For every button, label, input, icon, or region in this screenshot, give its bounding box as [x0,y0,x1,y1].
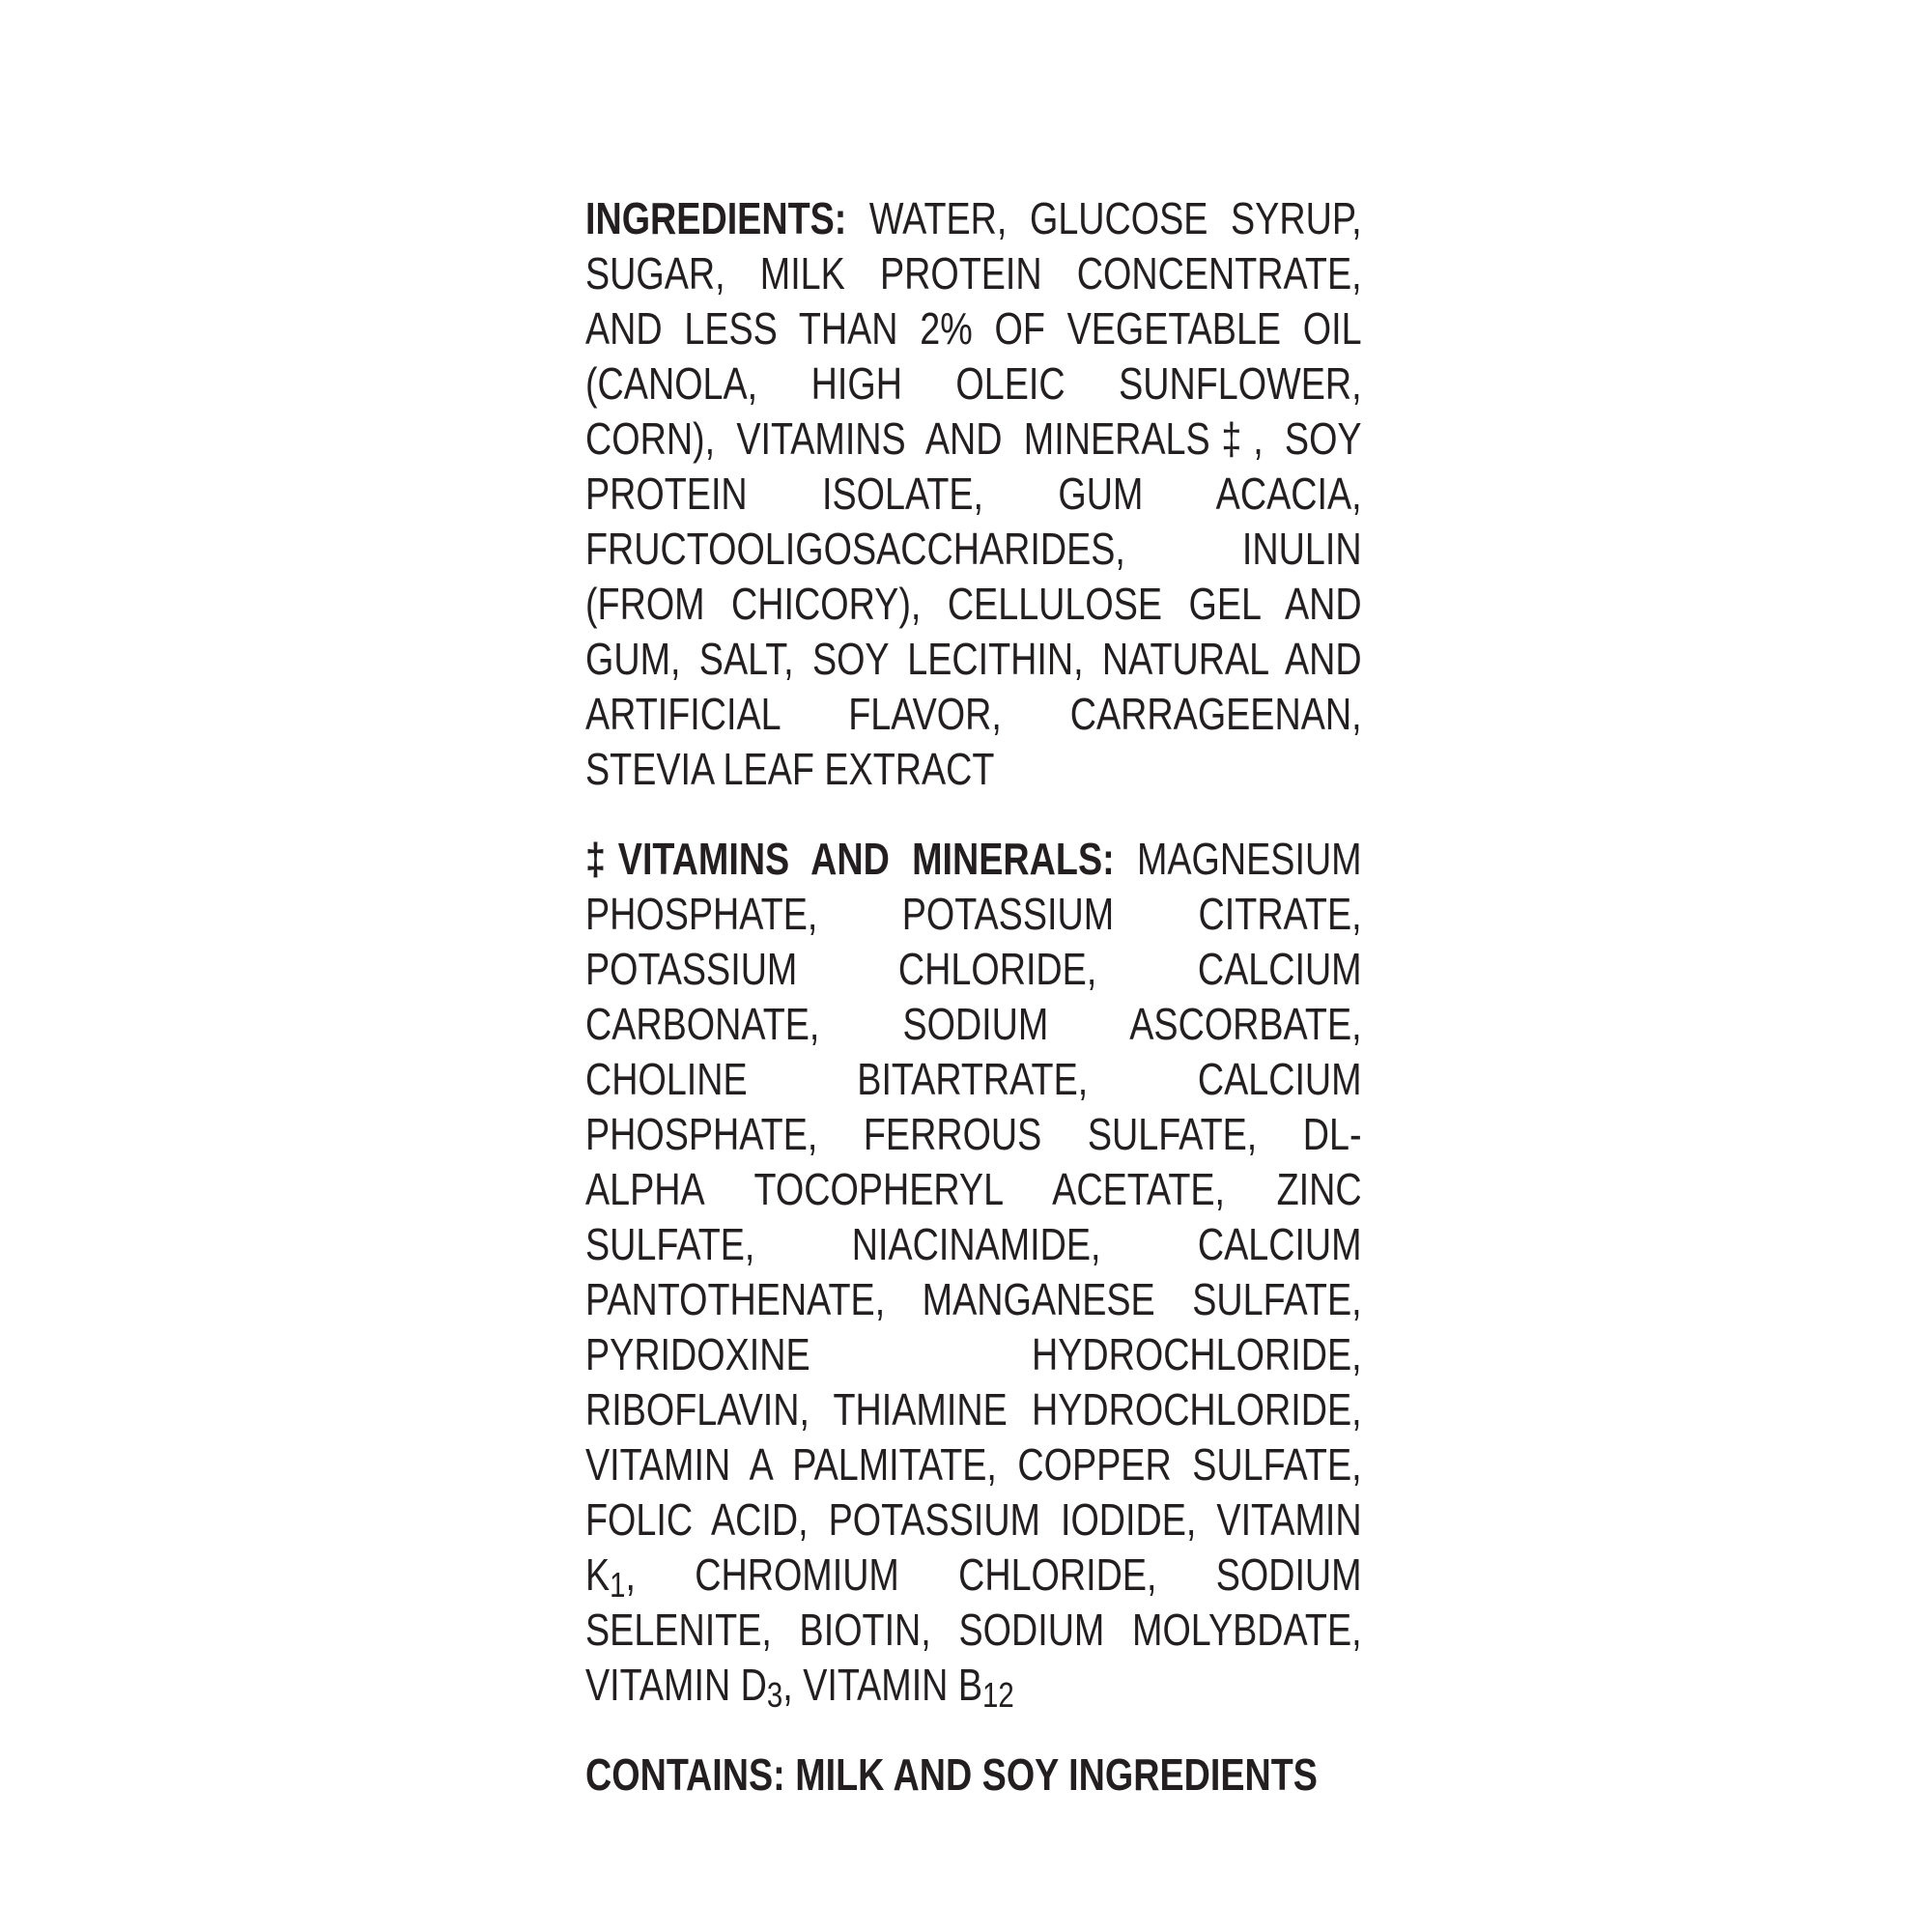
vitamins-text-3: , VITAMIN B [782,1660,983,1710]
ingredients-paragraph [585,191,1362,797]
vitamins-paragraph [585,832,1362,1716]
vitamins-heading: ‡VITAMINS AND MINERALS: [585,834,1115,884]
vitamins-text-2: , CHROMIUM CHLORIDE, SODIUM SELENITE, BIOTIN, SODIUM MOLYBDATE, VITAMIN D [585,1549,1362,1710]
vitamin-b-subscript: 12 [982,1676,1014,1716]
allergen-statement: CONTAINS: MILK AND SOY INGREDIENTS [585,1749,1318,1800]
vitamins-text-1: MAGNESIUM PHOSPHATE, POTASSIUM CITRATE, POTASSIUM CHLORIDE, CALCIUM CARBONATE, SODIUM ASCORBATE, CHOLINE BITARTRATE, CALCIUM PHOSPHATE, FERROUS SULFATE, DL-ALPHA TOCOPHERYL ACETATE, ZINC SULFATE, NIACINAMIDE, CALCIUM PANTOTHENATE, MANGANESE SULFATE, PYRIDOXINE HYDROCHLORIDE, RIBOFLAVIN, THIAMINE HYDROCHLORIDE, VITAMIN A PALMITATE, COPPER SULFATE, FOLIC ACID, POTASSIUM IODIDE, VITAMIN K [585,834,1362,1600]
ingredients-heading: INGREDIENTS: [585,193,847,243]
vitamin-d-subscript: 3 [766,1676,783,1716]
ingredients-text: WATER, GLUCOSE SYRUP, SUGAR, MILK PROTEIN CONCENTRATE, AND LESS THAN 2% OF VEGETABLE OIL (CANOLA, HIGH OLEIC SUNFLOWER, CORN), VITAMINS AND MINERALS‡, SOY PROTEIN ISOLATE, GUM ACACIA, FRUCTOOLIGOSACCHARIDES, INULIN (FROM CHICORY), CELLULOSE GEL AND GUM, SALT, SOY LECITHIN, NATURAL AND ARTIFICIAL FLAVOR, CARRAGEENAN, STEVIA LEAF EXTRACT [585,193,1362,794]
vitamin-k-subscript: 1 [610,1566,626,1605]
ingredient-label [585,191,1362,1803]
